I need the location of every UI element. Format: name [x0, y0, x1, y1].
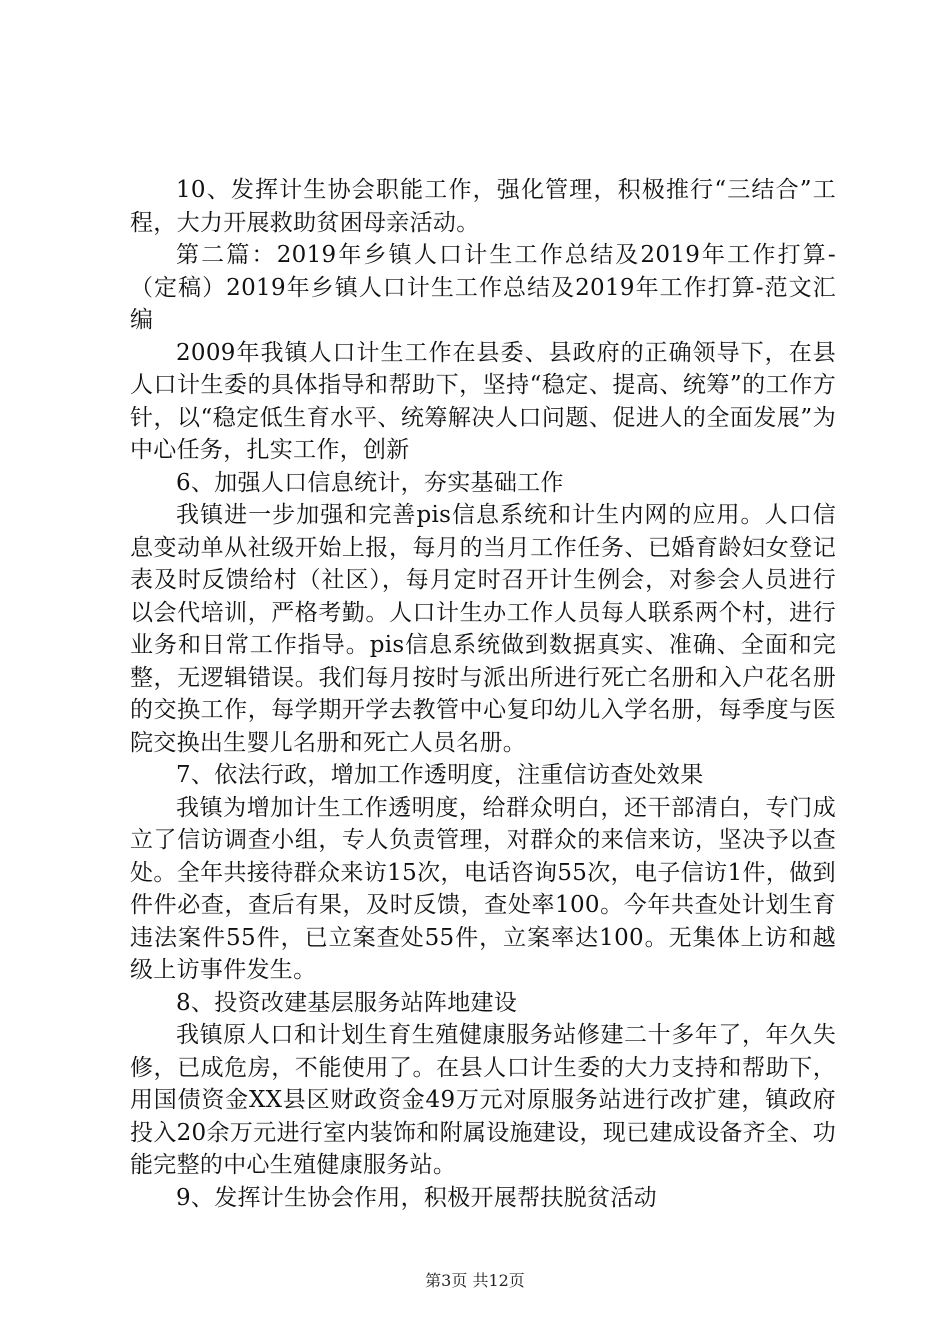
document-body: [130, 174, 836, 1214]
paragraph-heading-6: 6、加强人口信息统计，夯实基础工作: [176, 469, 564, 496]
section-heading-part-two: 第二篇：2019年乡镇人口计生工作总结及2019年工作打算-（定稿）2019年乡镇人口计生工作总结及2019年工作打算-范文汇编: [130, 242, 836, 333]
page-footer: [0, 1268, 950, 1291]
paragraph-body-7: 我镇为增加计生工作透明度，给群众明白，还干部清白，专门成立了信访调查小组，专人负责管理，对群众的来信来访，坚决予以查处。全年共接待群众来访15次，电话咨询55次，电子信访1件，做到件件必查，查后有果，及时反馈，查处率100。今年共查处计划生育违法案件55件，已立案查处55件，立案率达100。无集体上访和越级上访事件发生。: [130, 794, 836, 983]
paragraph-heading-7: 7、依法行政，增加工作透明度，注重信访查处效果: [176, 762, 704, 788]
paragraph-item-10: 10、发挥计生协会职能工作，强化管理，积极推行“三结合”工程，大力开展救助贫困母亲活动。: [130, 177, 836, 236]
page-number-label: 第3页 共12页: [425, 1271, 525, 1290]
paragraph-body-8: 我镇原人口和计划生育生殖健康服务站修建二十多年了，年久失修，已成危房，不能使用了。在县人口计生委的大力支持和帮助下，用国债资金XX县区财政资金49万元对原服务站进行改扩建，镇政府投入20余万元进行室内装饰和附属设施建设，现已建成设备齐全、功能完整的中心生殖健康服务站。: [130, 1022, 836, 1178]
paragraph-body-6: 我镇进一步加强和完善pis信息系统和计生内网的应用。人口信息变动单从社级开始上报，每月的当月工作任务、已婚育龄妇女登记表及时反馈给村（社区），每月定时召开计生例会，对参会人员进行以会代培训，严格考勤。人口计生办工作人员每人联系两个村，进行业务和日常工作指导。pis信息系统做到数据真实、准确、全面和完整，无逻辑错误。我们每月按时与派出所进行死亡名册和入户花名册的交换工作，每学期开学去教管中心复印幼儿入学名册，每季度与医院交换出生婴儿名册和死亡人员名册。: [130, 502, 836, 756]
paragraph-heading-9: 9、发挥计生协会作用，积极开展帮扶脱贫活动: [176, 1184, 657, 1211]
paragraph-intro-2009: 2009年我镇人口计生工作在县委、县政府的正确领导下，在县人口计生委的具体指导和帮助下，坚持“稳定、提高、统筹”的工作方针，以“稳定低生育水平、统筹解决人口问题、促进人的全面发展”为中心任务，扎实工作，创新: [130, 339, 836, 463]
paragraph-heading-8: 8、投资改建基层服务站阵地建设: [176, 989, 518, 1016]
